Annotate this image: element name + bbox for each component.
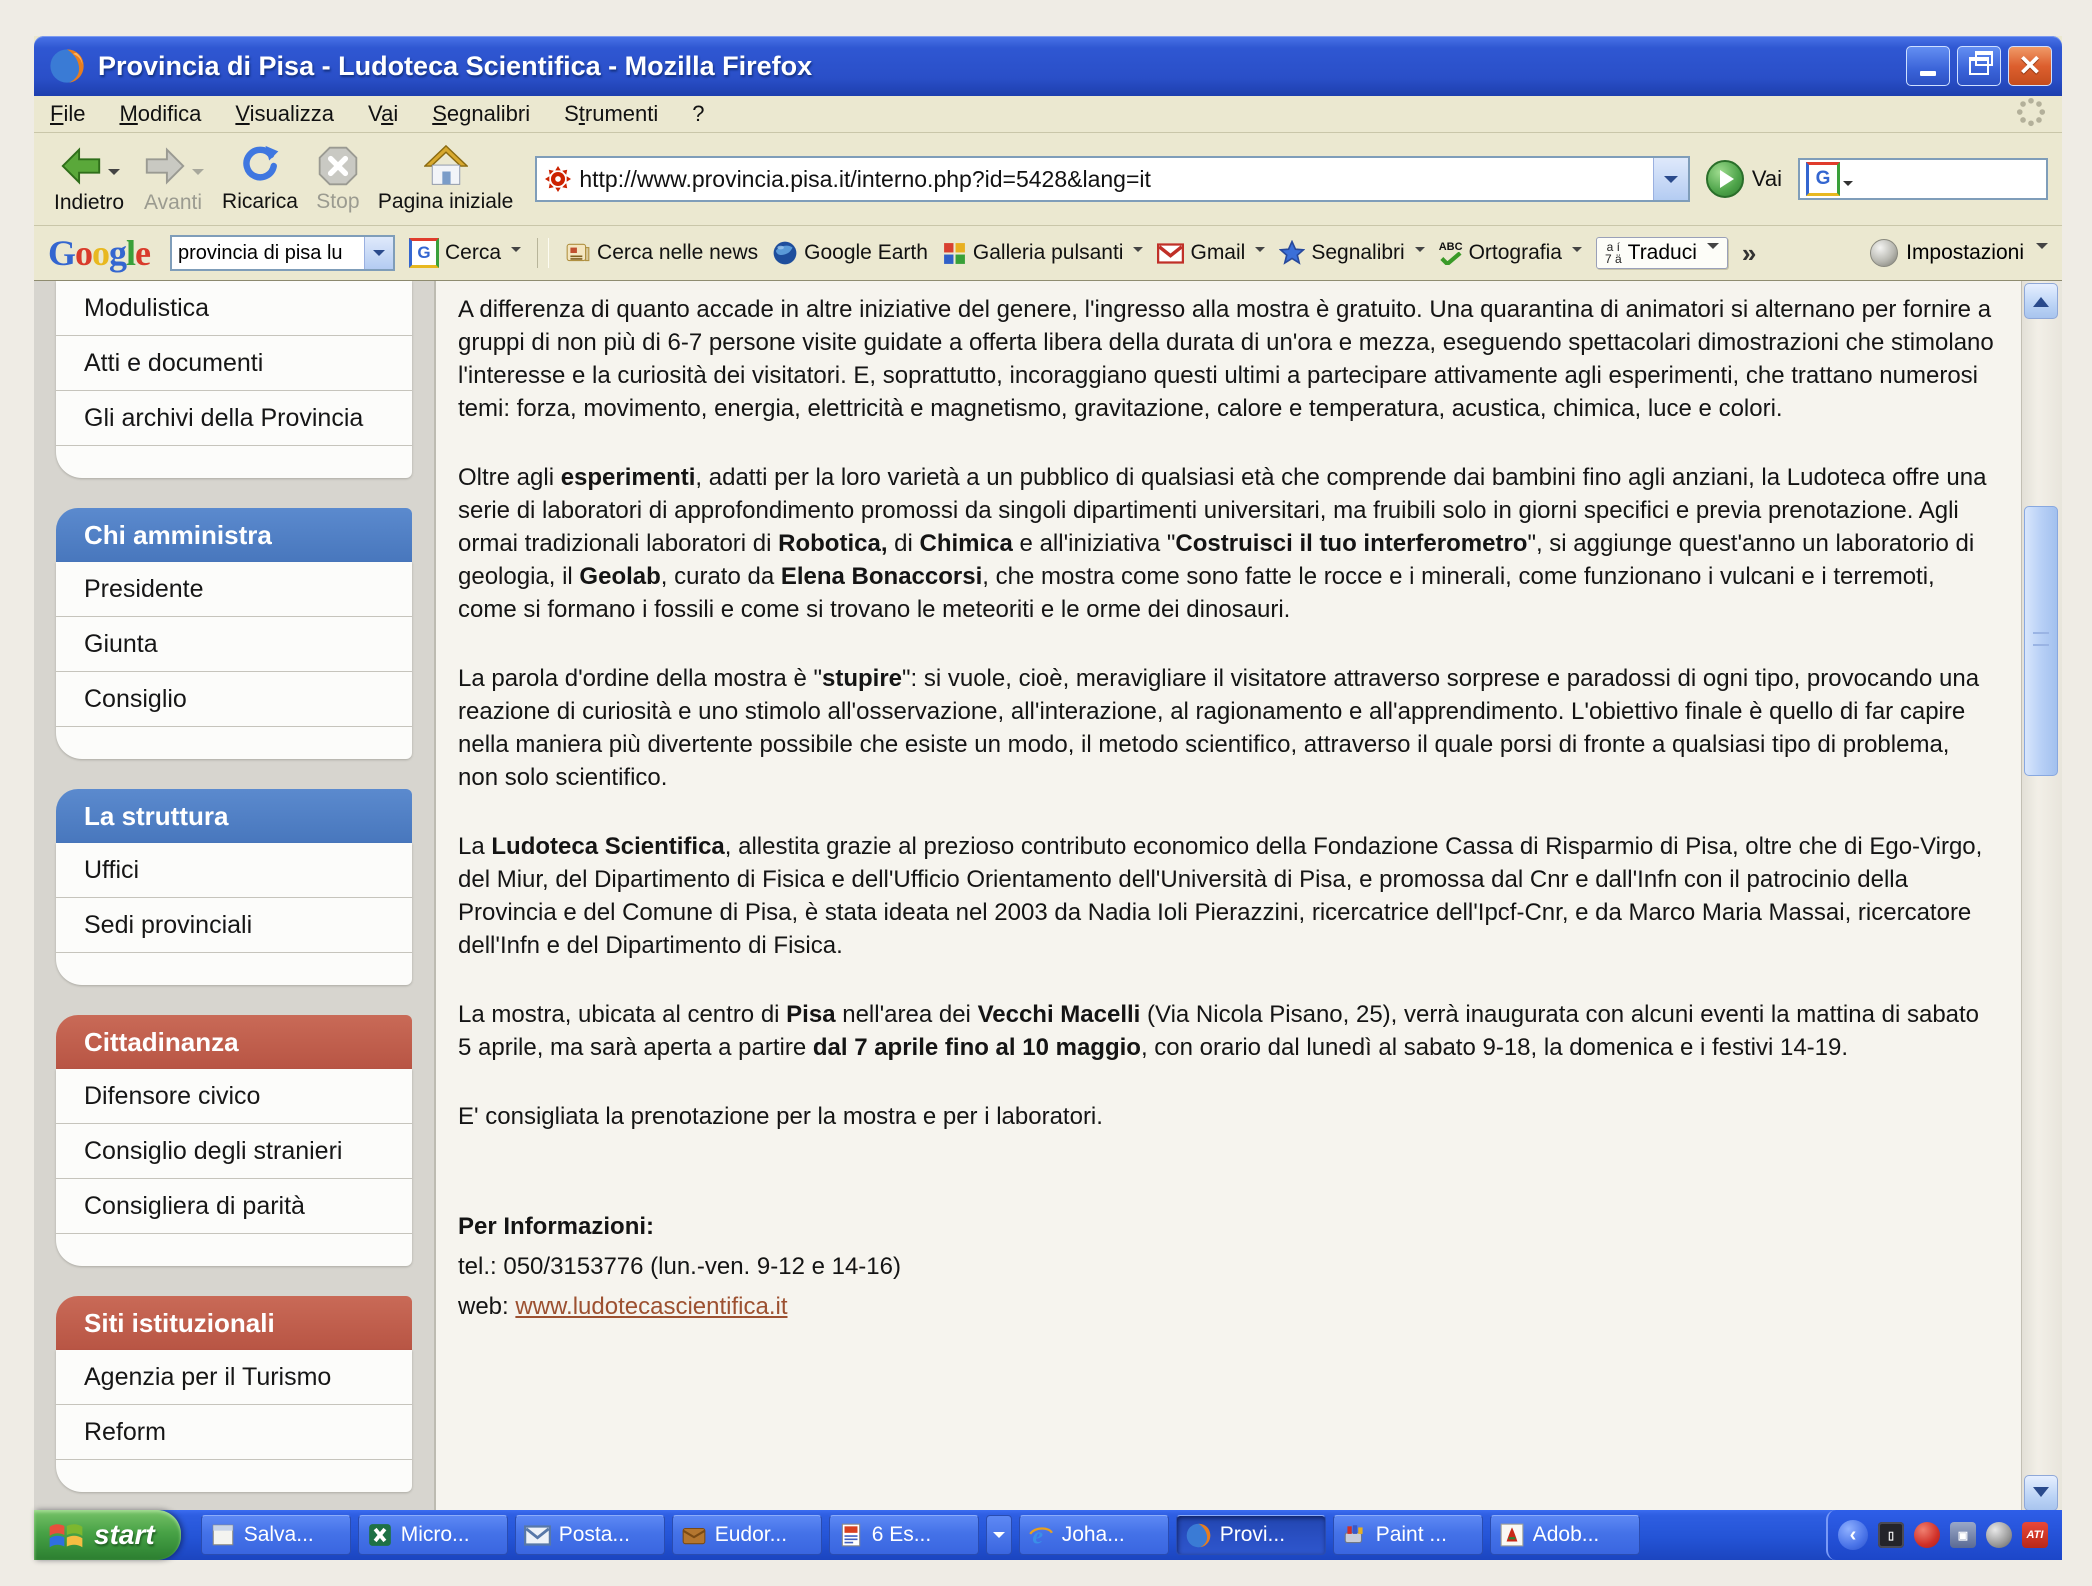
taskbar-task-paint[interactable]: Paint ... [1333,1515,1483,1555]
tray-ati-icon[interactable]: ATI [2022,1522,2048,1548]
chevron-down-icon [1707,243,1719,255]
sidebar-section-header[interactable]: Chi amministra [56,508,412,562]
svg-text:e: e [1032,1523,1043,1548]
firefox-window [34,36,2062,1513]
taskbar [34,1510,2062,1560]
restore-button[interactable] [1957,46,2001,86]
news-icon [565,240,591,266]
sidebar-item[interactable]: Modulistica [56,281,412,336]
sidebar-item[interactable]: Uffici [56,843,412,898]
chevron-down-icon [1572,247,1582,257]
tray-device-icon[interactable]: ▯ [1878,1522,1904,1548]
sidebar-navigation [34,281,434,1513]
google-logo: Google [48,233,151,273]
sidebar-item[interactable]: Consiglio [56,672,412,727]
google-g-icon: G [1806,162,1840,196]
settings-sphere-icon [1870,239,1898,267]
forward-icon [142,143,188,189]
toolbar-overflow-button[interactable]: » [1741,237,1757,268]
chevron-down-icon [1133,247,1143,257]
article-paragraph: La parola d'ordine della mostra è "stupire": si vuole, cioè, meravigliare il visitatore attraverso sorprese e paradossi di ogni tipo, provocando una reazione di curiosità e uno stimolo all'osservazione, all'interazione, al ragionamento e all'apprendimento. L'obiettivo finale è quello di far capire nella maniera più divertente possibile che esiste un modo, il metodo scientifico, attraverso il quale porsi di fronte a qualsiasi tipo di problema, non solo scientifico. [458,665,1980,791]
task-group-caret[interactable] [986,1515,1012,1555]
google-search-input[interactable]: provincia di pisa lu [178,241,343,264]
article-body [434,281,2021,1513]
chevron-down-icon [1664,176,1678,190]
google-earth-button[interactable]: Google Earth [772,240,928,266]
close-icon: ✕ [2018,50,2042,81]
google-toolbar [34,226,2062,281]
stop-button[interactable]: Stop [310,142,366,216]
toolbar-separator [537,238,549,268]
impostazioni-button[interactable]: Impostazioni [1870,239,2048,267]
chevron-down-icon [2036,243,2048,255]
ludoteca-web-link[interactable]: www.ludotecascientifica.it [515,1293,788,1320]
taskbar-tasks [201,1515,1826,1555]
taskbar-task-adobe[interactable]: Adob... [1490,1515,1640,1555]
taskbar-task-ie[interactable]: e Joha... [1019,1515,1169,1555]
chevron-down-icon [1415,247,1425,257]
eudora-icon [681,1522,707,1548]
menu-bar-items [50,101,705,127]
sidebar-section [56,281,412,478]
article-paragraph: A differenza di quanto accade in altre iniziative del genere, l'ingresso alla mostra è gratuito. Una quarantina di animatori si alternano per fornire a gruppi di non più di 6-7 persone visite guidate a offerta libera della durata di un'ora e mezza, eseguendo spettacolari dimostrazioni che stimolano l'interesse e la curiosità dei visitatori. E, soprattutto, incoraggiano questi ultimi a partecipare attivamente agli esperimenti, che trattano numerosi temi: forza, movimento, energia, elettricità e magnetismo, gravitazione, calore e temperatura, acustica, chimica, luce e colori. [458,296,1994,422]
article-paragraph: Oltre agli esperimenti, adatti per la loro varietà a un pubblico di qualsiasi età che comprende dai bambini fino agli anziani, la Ludoteca offre una serie di laboratori di approfondimento promossi da singoli dipartimenti universitari, ma fruibili solo in giorni specifici e previa prenotazione. Agli ormai tradizionali laboratori di Robotica, di Chimica e all'iniziativa "Costruisci il tuo interferometro", si aggiunge quest'anno un laboratorio di geologia, il Geolab, curato da Elena Bonaccorsi, che mostra come sono fatte le rocce e i minerali, come funzionano i vulcani e i terremoti, come si formano i fossili e come si trovano le meteoriti e le orme dei dinosauri. [458,464,1987,623]
go-button[interactable]: Vai [1706,160,1782,198]
go-icon [1706,160,1744,198]
article-paragraphs [458,293,1995,1133]
sidebar-section [56,1296,412,1492]
gmail-icon [1157,243,1184,264]
chevron-down-icon [1255,247,1265,257]
title-bar [34,36,2062,96]
info-telephone: tel.: 050/3153776 (lun.-ven. 9-12 e 14-16) [458,1253,901,1280]
window-title: Provincia di Pisa - Ludoteca Scientifica - Mozilla Firefox [98,50,813,81]
traduci-button[interactable]: a í 7 ä Traduci [1596,237,1728,269]
firefox-search-field[interactable] [1798,158,2048,200]
sidebar-item[interactable]: Giunta [56,617,412,672]
search-engine-caret[interactable] [1843,181,1853,191]
menu-bar [34,96,2062,133]
tray-volume-icon[interactable] [1986,1522,2012,1548]
sidebar-item[interactable]: Atti e documenti [56,336,412,391]
galleria-pulsanti-button[interactable]: Galleria pulsanti [942,241,1144,266]
google-g-icon: G [409,238,439,268]
taskbar-task-eudora[interactable]: Eudor... [672,1515,822,1555]
scroll-up-button[interactable] [2024,283,2058,319]
home-button[interactable]: Pagina iniziale [372,142,519,216]
menu-help[interactable]: ? [692,101,705,126]
vertical-scrollbar[interactable] [2021,281,2062,1513]
menu-modifica[interactable]: Modifica [119,101,202,126]
sidebar-item[interactable]: Presidente [56,562,412,617]
scroll-down-button[interactable] [2024,1475,2058,1511]
back-button[interactable]: Indietro [48,141,130,217]
home-icon [424,144,468,188]
info-web-line: web: www.ludotecascientifica.it [458,1293,788,1320]
throbber-icon [2016,97,2046,132]
minimize-button[interactable] [1906,46,1950,86]
sidebar-item[interactable]: Difensore civico [56,1069,412,1124]
spellcheck-icon: ABC [1439,242,1463,265]
article-paragraph: La mostra, ubicata al centro di Pisa nell'area dei Vecchi Macelli (Via Nicola Pisano, 25), verrà inaugurata con alcuni eventi la mattina di sabato 5 aprile, ma sarà aperta a partire dal 7 aprile fino al 10 maggio, con orario dal lunedì al sabato 9-18, la domenica e i festivi 14-19. [458,1001,1980,1061]
ortografia-button[interactable]: ABC Ortografia [1439,241,1582,265]
info-heading: Per Informazioni: [458,1213,655,1240]
sidebar-item[interactable]: Consiglio degli stranieri [56,1124,412,1179]
sidebar-section [56,789,412,985]
tray-collapse-chevron-icon[interactable]: ‹ [1838,1520,1868,1550]
article-paragraph: La Ludoteca Scientifica, allestita grazie al prezioso contributo economico della Fondazione Cassa di Risparmio di Pisa, oltre che di Ego-Virgo, del Miur, del Dipartimento di Fisica e dell'Ufficio Orientamento dell'Università di Pisa, e promossa dal Cnr e dall'Infn con il patrocinio della Provincia e del Comune di Pisa, è stata ideata nel 2003 da Nadia Ioli Pierazzini, ricercatrice dell'Ipcf-Cnr, e da Marco Maria Massai, ricercatore dell'Infn e del Dipartimento di Fisica. [458,833,1983,959]
reload-icon [238,144,282,188]
sidebar-section [56,508,412,759]
chevron-down-icon [2033,1487,2049,1505]
mail-icon [524,1525,551,1546]
windows-flag-icon [48,1518,84,1552]
adobe-icon [1499,1522,1525,1548]
doc-icon [838,1522,864,1548]
site-favicon-gear-icon [545,166,571,192]
menu-file[interactable]: File [50,101,86,126]
menu-strumenti[interactable]: Strumenti [564,101,659,126]
paint-icon [1342,1522,1368,1548]
tray-network-icon[interactable]: ▣ [1950,1522,1976,1548]
forward-dropdown-caret[interactable] [192,169,204,181]
taskbar-task-doc[interactable]: 6 Es... [829,1515,979,1555]
sidebar-section-header[interactable]: Siti istituzionali [56,1296,412,1350]
sidebar-section-box [56,843,412,985]
article-paragraph: E' consigliata la prenotazione per la mostra e per i laboratori. [458,1103,1103,1130]
gallery-icon [942,241,967,266]
back-dropdown-caret[interactable] [108,169,120,181]
stop-icon [316,144,360,188]
sidebar-item[interactable]: Agenzia per il Turismo [56,1350,412,1405]
back-icon [58,143,104,189]
google-search-dropdown[interactable] [364,237,393,269]
sidebar-section-box [56,281,412,478]
system-tray [1826,1510,2062,1560]
tray-alert-icon[interactable] [1914,1522,1940,1548]
scrollbar-thumb[interactable] [2024,506,2058,776]
sidebar-section-box [56,1069,412,1266]
sidebar-item[interactable]: Consigliera di parità [56,1179,412,1234]
globe-icon [772,240,798,266]
chevron-up-icon [2033,289,2049,307]
star-icon [1279,240,1305,266]
chevron-down-icon [373,250,385,262]
contact-info-block [458,1207,1995,1327]
url-input[interactable]: http://www.provincia.pisa.it/interno.php?id=5428&lang=it [579,165,1151,192]
reload-button[interactable]: Ricarica [216,142,304,216]
chevron-down-icon [511,247,521,257]
close-button[interactable] [2008,46,2052,86]
sidebar-item[interactable]: Sedi provinciali [56,898,412,953]
minimize-icon [1920,71,1936,76]
taskbar-task-firefox[interactable]: Provi... [1176,1515,1326,1555]
menu-vai[interactable]: Vai [368,101,399,126]
sidebar-item[interactable]: Reform [56,1405,412,1460]
segnalibri-button[interactable]: Segnalibri [1279,240,1424,266]
sidebar-section-box [56,1350,412,1492]
page-content [34,281,2062,1513]
forward-button[interactable]: Avanti [136,141,210,217]
sidebar-section-header[interactable]: La struttura [56,789,412,843]
sidebar-section [56,1015,412,1266]
sidebar-section-header[interactable]: Cittadinanza [56,1015,412,1069]
restore-icon [1969,57,1989,75]
taskbar-task-mail[interactable]: Posta... [515,1515,665,1555]
cerca-button[interactable]: G Cerca [409,238,521,268]
firefox-icon [48,47,86,85]
excel-icon [367,1522,393,1548]
taskbar-task-window[interactable]: Salva... [201,1515,351,1555]
navigation-toolbar [34,133,2062,226]
taskbar-task-excel[interactable]: Micro... [358,1515,508,1555]
translate-icon: a í 7 ä [1604,240,1622,266]
gmail-button[interactable]: Gmail [1157,241,1265,265]
url-bar[interactable] [535,156,1689,202]
ie-icon [1028,1522,1054,1548]
cerca-nelle-news-button[interactable]: Cerca nelle news [565,240,758,266]
menu-segnalibri[interactable]: Segnalibri [432,101,531,126]
sidebar-item[interactable]: Gli archivi della Provincia [56,391,412,446]
start-button[interactable]: start [34,1510,181,1560]
google-search-box[interactable] [170,235,395,271]
url-dropdown-button[interactable] [1653,158,1688,200]
sidebar-section-box [56,562,412,759]
menu-visualizza[interactable]: Visualizza [235,101,335,126]
window-icon [210,1522,236,1548]
firefox-icon [1185,1522,1212,1549]
